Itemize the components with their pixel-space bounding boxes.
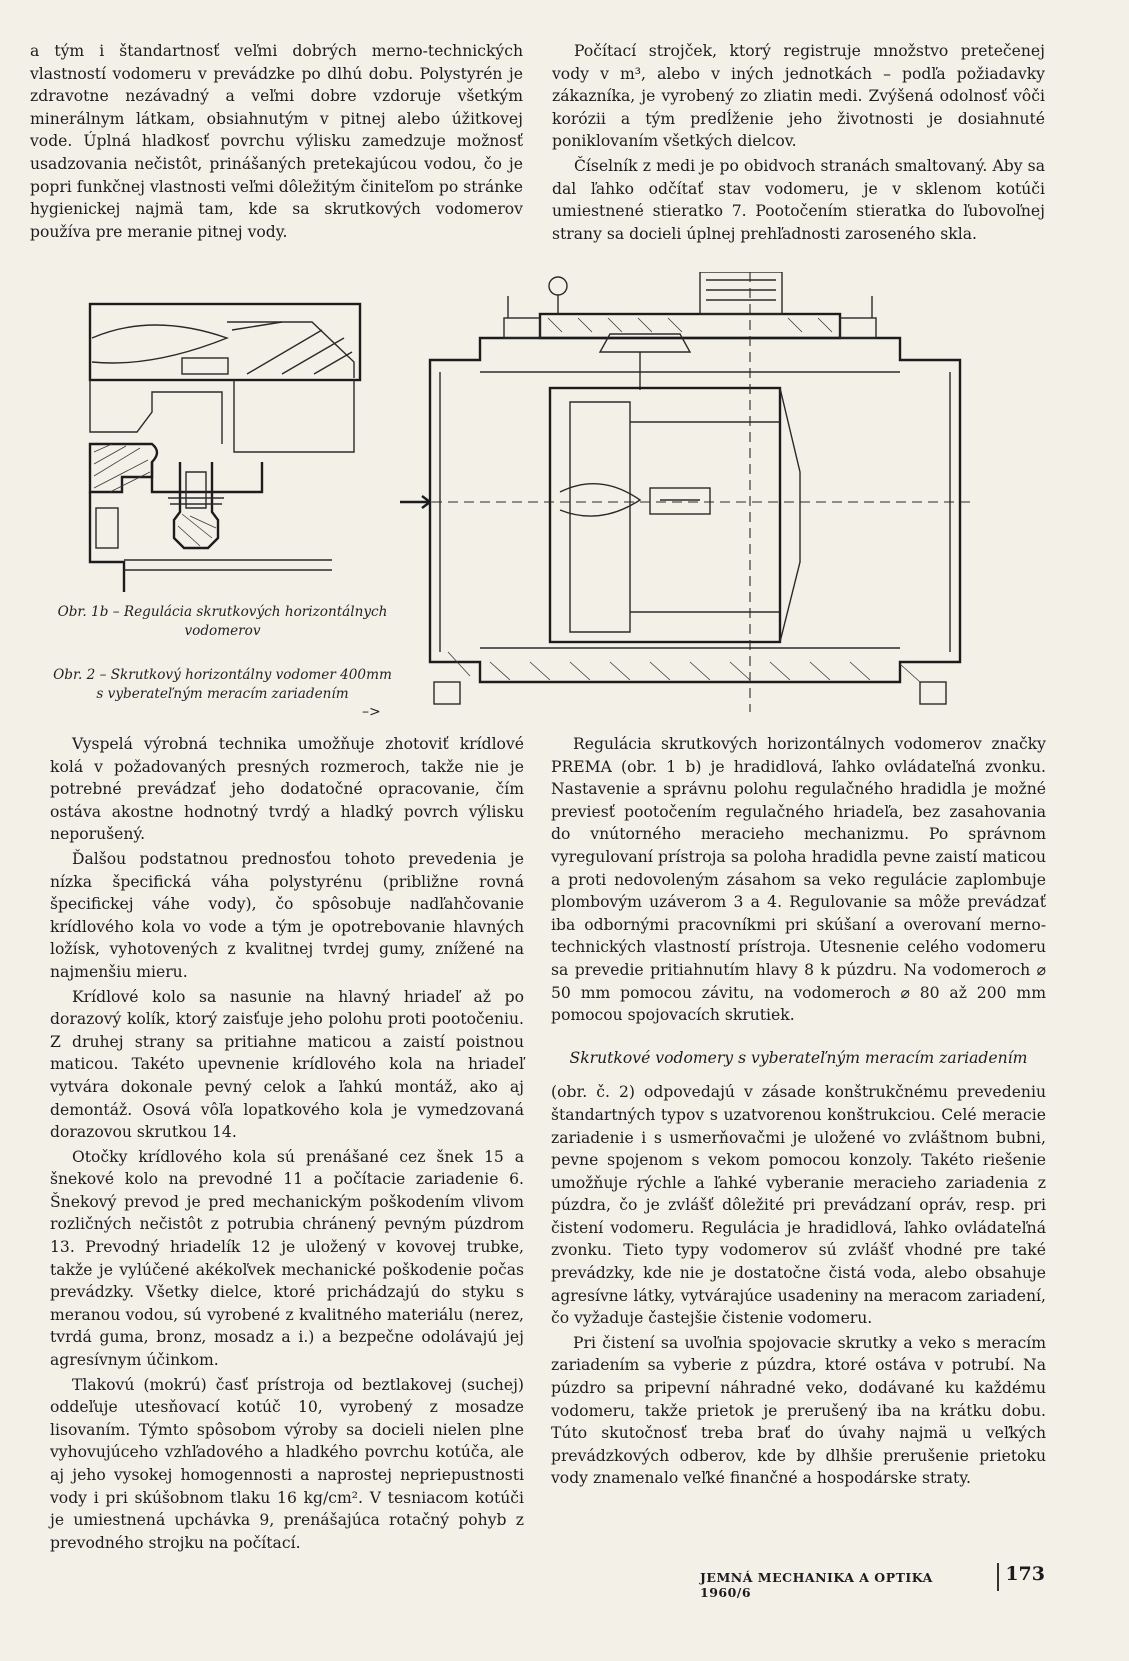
text-column-bottom-left <box>50 733 524 1556</box>
figure-2-caption: Obr. 2 – Skrutkový horizontálny vodomer 400mm s vyberateľným meracím zariadením <box>53 667 392 702</box>
figure-2-water-meter-drawing <box>400 272 970 712</box>
figure-1b-body <box>90 304 360 592</box>
figure-1b-caption: Obr. 1b – Regulácia skrutkových horizontálnych vodomerov <box>57 604 388 639</box>
paragraph: a tým i štandartnosť veľmi dobrých merno-technických vlastností vodomeru v prevádzke po dlhú dobu. Polystyrén je zdravotne nezávadný a veľmi dobre vzdoruje všetkým minerálnym látkam, obsiahnutým v pitnej alebo úžitkovej vode. Úplná hladkosť povrchu výlisku zamedzuje možnosť usadzovania nečistôt, prinášaných pretekajúcou vodou, čo je popri funkčnej vlastnosti veľmi dôležitým činiteľom po stránke hygienickej najmä tam, kde sa skrutkových vodomerov používa pre meranie pitnej vody. <box>30 42 523 241</box>
page-footer <box>700 1563 1045 1600</box>
paragraph: (obr. č. 2) odpovedajú v zásade konštrukčnému prevedeniu štandartných typov s uzatvorenou konštrukciou. Celé meracie zariadenie i s usmerňovačmi je uložené vo zvláštnom bubni, pevne spojenom s vekom pomocou konzoly. Takéto riešenie umožňuje rýchle a ľahké vyberanie meracieho zariadenia z púzdra, čo je zvlášť dôležité pri prevádzaní opráv, resp. pri čistení vodomeru. Regulácia je hradidlová, ľahko ovládateľná zvonku. Tieto typy vodomerov sú zvlášť vhodné pre také prevádzky, kde nie je dostatočne čistá voda, alebo obsahuje agresívne látky, vytvárajúce usadeniny na meracom zariadení, čo vyžaduje častejšie čistenie vodomeru. <box>551 1083 1046 1328</box>
paragraph: Regulácia skrutkových horizontálnych vodomerov značky PREMA (obr. 1 b) je hradidlová, ľahko ovládateľná zvonku. Nastavenie a správnu polohu regulačného hradidla je možné previesť pootočením regulačného hriadeľa, bez zasahovania do vnútorného meracieho mechanizmu. Po správnom vyregulovaní prístroja sa poloha hradidla pevne zaistí maticou a proti nedovoleným zásahom sa veko regulácie zaplombuje plombovým uzáverom 3 a 4. Regulovanie sa môže prevádzať iba odbornými pracovníkmi pri skúšaní a overovaní merno-technických vlastností prístroja. Utesnenie celého vodomeru sa prevedie pritiahnutím hlavy 8 k púzdru. Na vodomeroch ⌀ 50 mm pomocou závitu, na vodomeroch ⌀ 80 až 200 mm pomocou spojovacích skrutiek. <box>551 735 1046 1025</box>
figure-2-body <box>400 272 970 712</box>
paragraph: Pri čistení sa uvoľnia spojovacie skrutky a veko s meracím zariadením sa vyberie z púzdra, ktoré ostáva v potrubí. Na púzdro sa pripevní náhradné veko, dodávané ku každému vodomeru, takže prietok je prerušený iba na krátku dobu. Túto skutočnosť treba brať do úvahy najmä u veľkých prevádzkových odberov, kde by dlhšie prerušenie prietoku vody znamenalo veľké finančné a hospodárske straty. <box>551 1333 1046 1488</box>
text-column-bottom-right <box>551 733 1046 1492</box>
section-subheading: Skrutkové vodomery s vyberateľným meracím zariadením <box>569 1048 1028 1067</box>
paragraph: Ďalšou podstatnou prednosťou tohoto prevedenia je nízka špecifická váha polystyrénu (približne rovná špecifickej váhe vody), čo spôsobuje nadľahčovanie krídlového kola vo vode a tým je opotrebovanie hlavných ložísk, vyhotovených z kvalitnej tvrdej gumy, znížené na najmenšiu mieru. <box>50 849 524 981</box>
footer-divider <box>997 1563 999 1591</box>
page-number: 173 <box>1005 1563 1045 1585</box>
paragraph: Otočky krídlového kola sú prenášané cez šnek 15 a šnekové kolo na prevodné 11 a počítacie zariadenie 6. Šnekový prevod je pred mechanickým poškodením vlivom rozličných nečistôt z potrubia chránený pevným púzdrom 13. Prevodný hriadelík 12 je uložený v kovovej trubke, takže je vylúčené akékoľvek mechanické poškodenie počas prevádzky. Všetky dielce, ktoré prichádzajú do styku s meranou vodou, sú vyrobené z kvalitného materiálu (nerez, tvrdá guma, bronz, mosadz a i.) a bezpečne odolávajú jej agresívnym účinkom. <box>50 1147 524 1370</box>
figure-1b-regulation-drawing <box>82 302 382 592</box>
paragraph: Číselník z medi je po obidvoch stranách smaltovaný. Aby sa dal ľahko odčítať stav vodomeru, je v sklenom kotúči umiestnené stieratko 7. Pootočením stieratka do ľubovoľnej strany sa docieli úplnej prehľadnosti zaroseného skla. <box>552 156 1045 243</box>
journal-title: JEMNÁ MECHANIKA A OPTIKA 1960/6 <box>700 1570 933 1600</box>
paragraph: Počítací strojček, ktorý registruje množstvo pretečenej vody v m³, alebo v iných jednotkách – podľa požiadavky zákazníka, je vyrobený zo zliatin medi. Zvýšená odolnosť vôči korózii a tým predĺženie jeho životnosti je dosiahnuté poniklovaním všetkých dielcov. <box>552 42 1045 151</box>
paragraph: Tlakovú (mokrú) časť prístroja od beztlakovej (suchej) oddeľuje utesňovací kotúč 10, vyrobený z mosadze lisovaním. Týmto spôsobom výroby sa docieli nielen plne vyhovujúceho vzhľadového a hladkého povrchu kotúča, ale aj jeho vysokej homogennosti a naprostej nepriepustnosti vody i pri skúšobnom tlaku 16 kg/cm². V tesniacom kotúči je umiestnená upchávka 9, prenášajúca rotačný pohyb z prevodného strojku na počítací. <box>50 1375 524 1552</box>
caption-arrow: –> <box>362 704 381 720</box>
text-column-top-right <box>552 40 1045 247</box>
text-column-top-left <box>30 40 523 245</box>
paragraph: Vyspelá výrobná technika umožňuje zhotoviť krídlové kolá v požadovaných presných rozmeroch, takže nie je potrebné prevádzať jeho dodatočné opracovanie, čím ostáva akostne hodnotný tvrdý a hladký povrch výlisku neporušený. <box>50 735 524 844</box>
paragraph: Krídlové kolo sa nasunie na hlavný hriadeľ až po dorazový kolík, ktorý zaisťuje jeho polohu proti pootočeniu. Z druhej strany sa pritiahne maticou a zaistí poistnou maticou. Takéto upevnenie krídlového kola na hriadeľ vytvára dokonale pevný celok a ľahkú montáž, ako aj demontáž. Osová vôľa lopatkového kola je vymedzovaná dorazovou skrutkou 14. <box>50 987 524 1142</box>
